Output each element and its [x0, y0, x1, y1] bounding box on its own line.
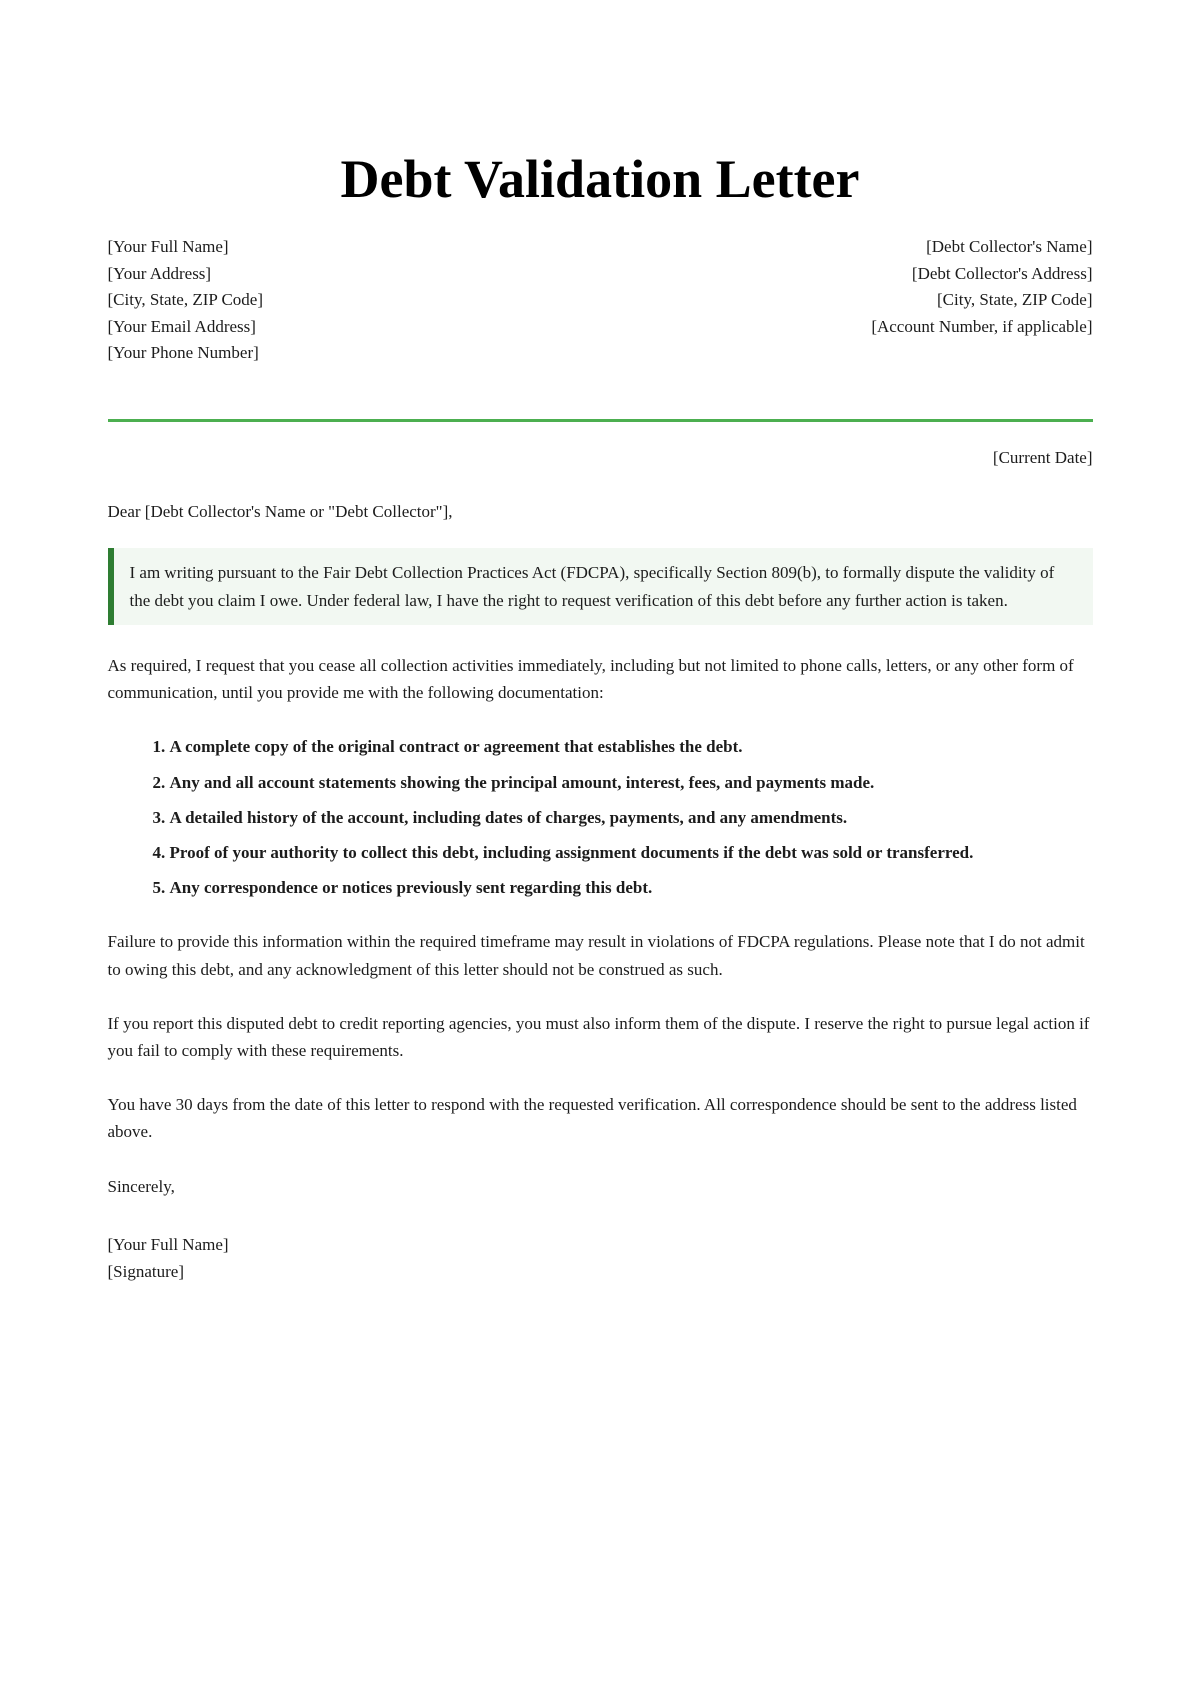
signature-placeholder-line: [Signature] — [107, 1261, 184, 1281]
documentation-item: 2. Any and all account statements showing the principal amount, interest, fees, and payments made. — [170, 769, 1093, 796]
request-paragraph: As required, I request that you cease all collection activities immediately, including but not limited to phone calls, letters, or any other form of communication, until you provide me with the following documentation: — [107, 656, 1074, 703]
deadline-paragraph: You have 30 days from the date of this letter to respond with the requested verification. All correspondence should be sent to the address listed above. — [107, 1095, 1077, 1142]
sender-address-block — [108, 234, 264, 367]
letter-document — [108, 0, 1093, 1345]
salutation: Dear [Debt Collector's Name or "Debt Collector"], — [107, 501, 453, 521]
sender-email-line: [Your Email Address] — [107, 316, 256, 336]
current-date: [Current Date] — [992, 447, 1093, 467]
documentation-list — [108, 733, 1093, 901]
documentation-item: 1. A complete copy of the original contract or agreement that establishes the debt. — [170, 733, 1093, 760]
page-title: Debt Validation Letter — [340, 149, 860, 209]
sender-city-line: [City, State, ZIP Code] — [107, 290, 263, 310]
closing-sincerely: Sincerely, — [107, 1176, 175, 1196]
recipient-name-line: [Debt Collector's Name] — [926, 237, 1093, 257]
documentation-item: 5. Any correspondence or notices previously sent regarding this debt. — [170, 874, 1093, 901]
address-header — [108, 234, 1093, 367]
documentation-item: 3. A detailed history of the account, including dates of charges, payments, and any amendments. — [170, 804, 1093, 831]
recipient-address-block — [871, 234, 1092, 367]
recipient-account-line: [Account Number, if applicable] — [871, 316, 1093, 336]
signature-name-line: [Your Full Name] — [107, 1234, 229, 1254]
sender-address-line: [Your Address] — [107, 263, 212, 283]
sender-name-line: [Your Full Name] — [107, 237, 229, 257]
recipient-address-line: [Debt Collector's Address] — [911, 263, 1093, 283]
divider — [108, 419, 1093, 422]
credit-reporting-paragraph: If you report this disputed debt to credit reporting agencies, you must also inform them of the dispute. I reserve the right to pursue legal action if you fail to comply with these requirements. — [107, 1013, 1090, 1060]
recipient-city-line: [City, State, ZIP Code] — [937, 290, 1093, 310]
failure-paragraph: Failure to provide this information within the required timeframe may result in violations of FDCPA regulations. Please note that I do not admit to owing this debt, and any acknowledgment of this letter should not be construed as such. — [107, 932, 1085, 979]
intro-quote: I am writing pursuant to the Fair Debt Collection Practices Act (FDCPA), specifically Section 809(b), to formally dispute the validity of the debt you claim I owe. Under federal law, I have the right to request verification of this debt before any further action is taken. — [108, 548, 1093, 625]
documentation-item: 4. Proof of your authority to collect this debt, including assignment documents if the debt was sold or transferred. — [170, 839, 1093, 866]
signature-block — [108, 1231, 1093, 1345]
sender-phone-line: [Your Phone Number] — [107, 343, 259, 363]
